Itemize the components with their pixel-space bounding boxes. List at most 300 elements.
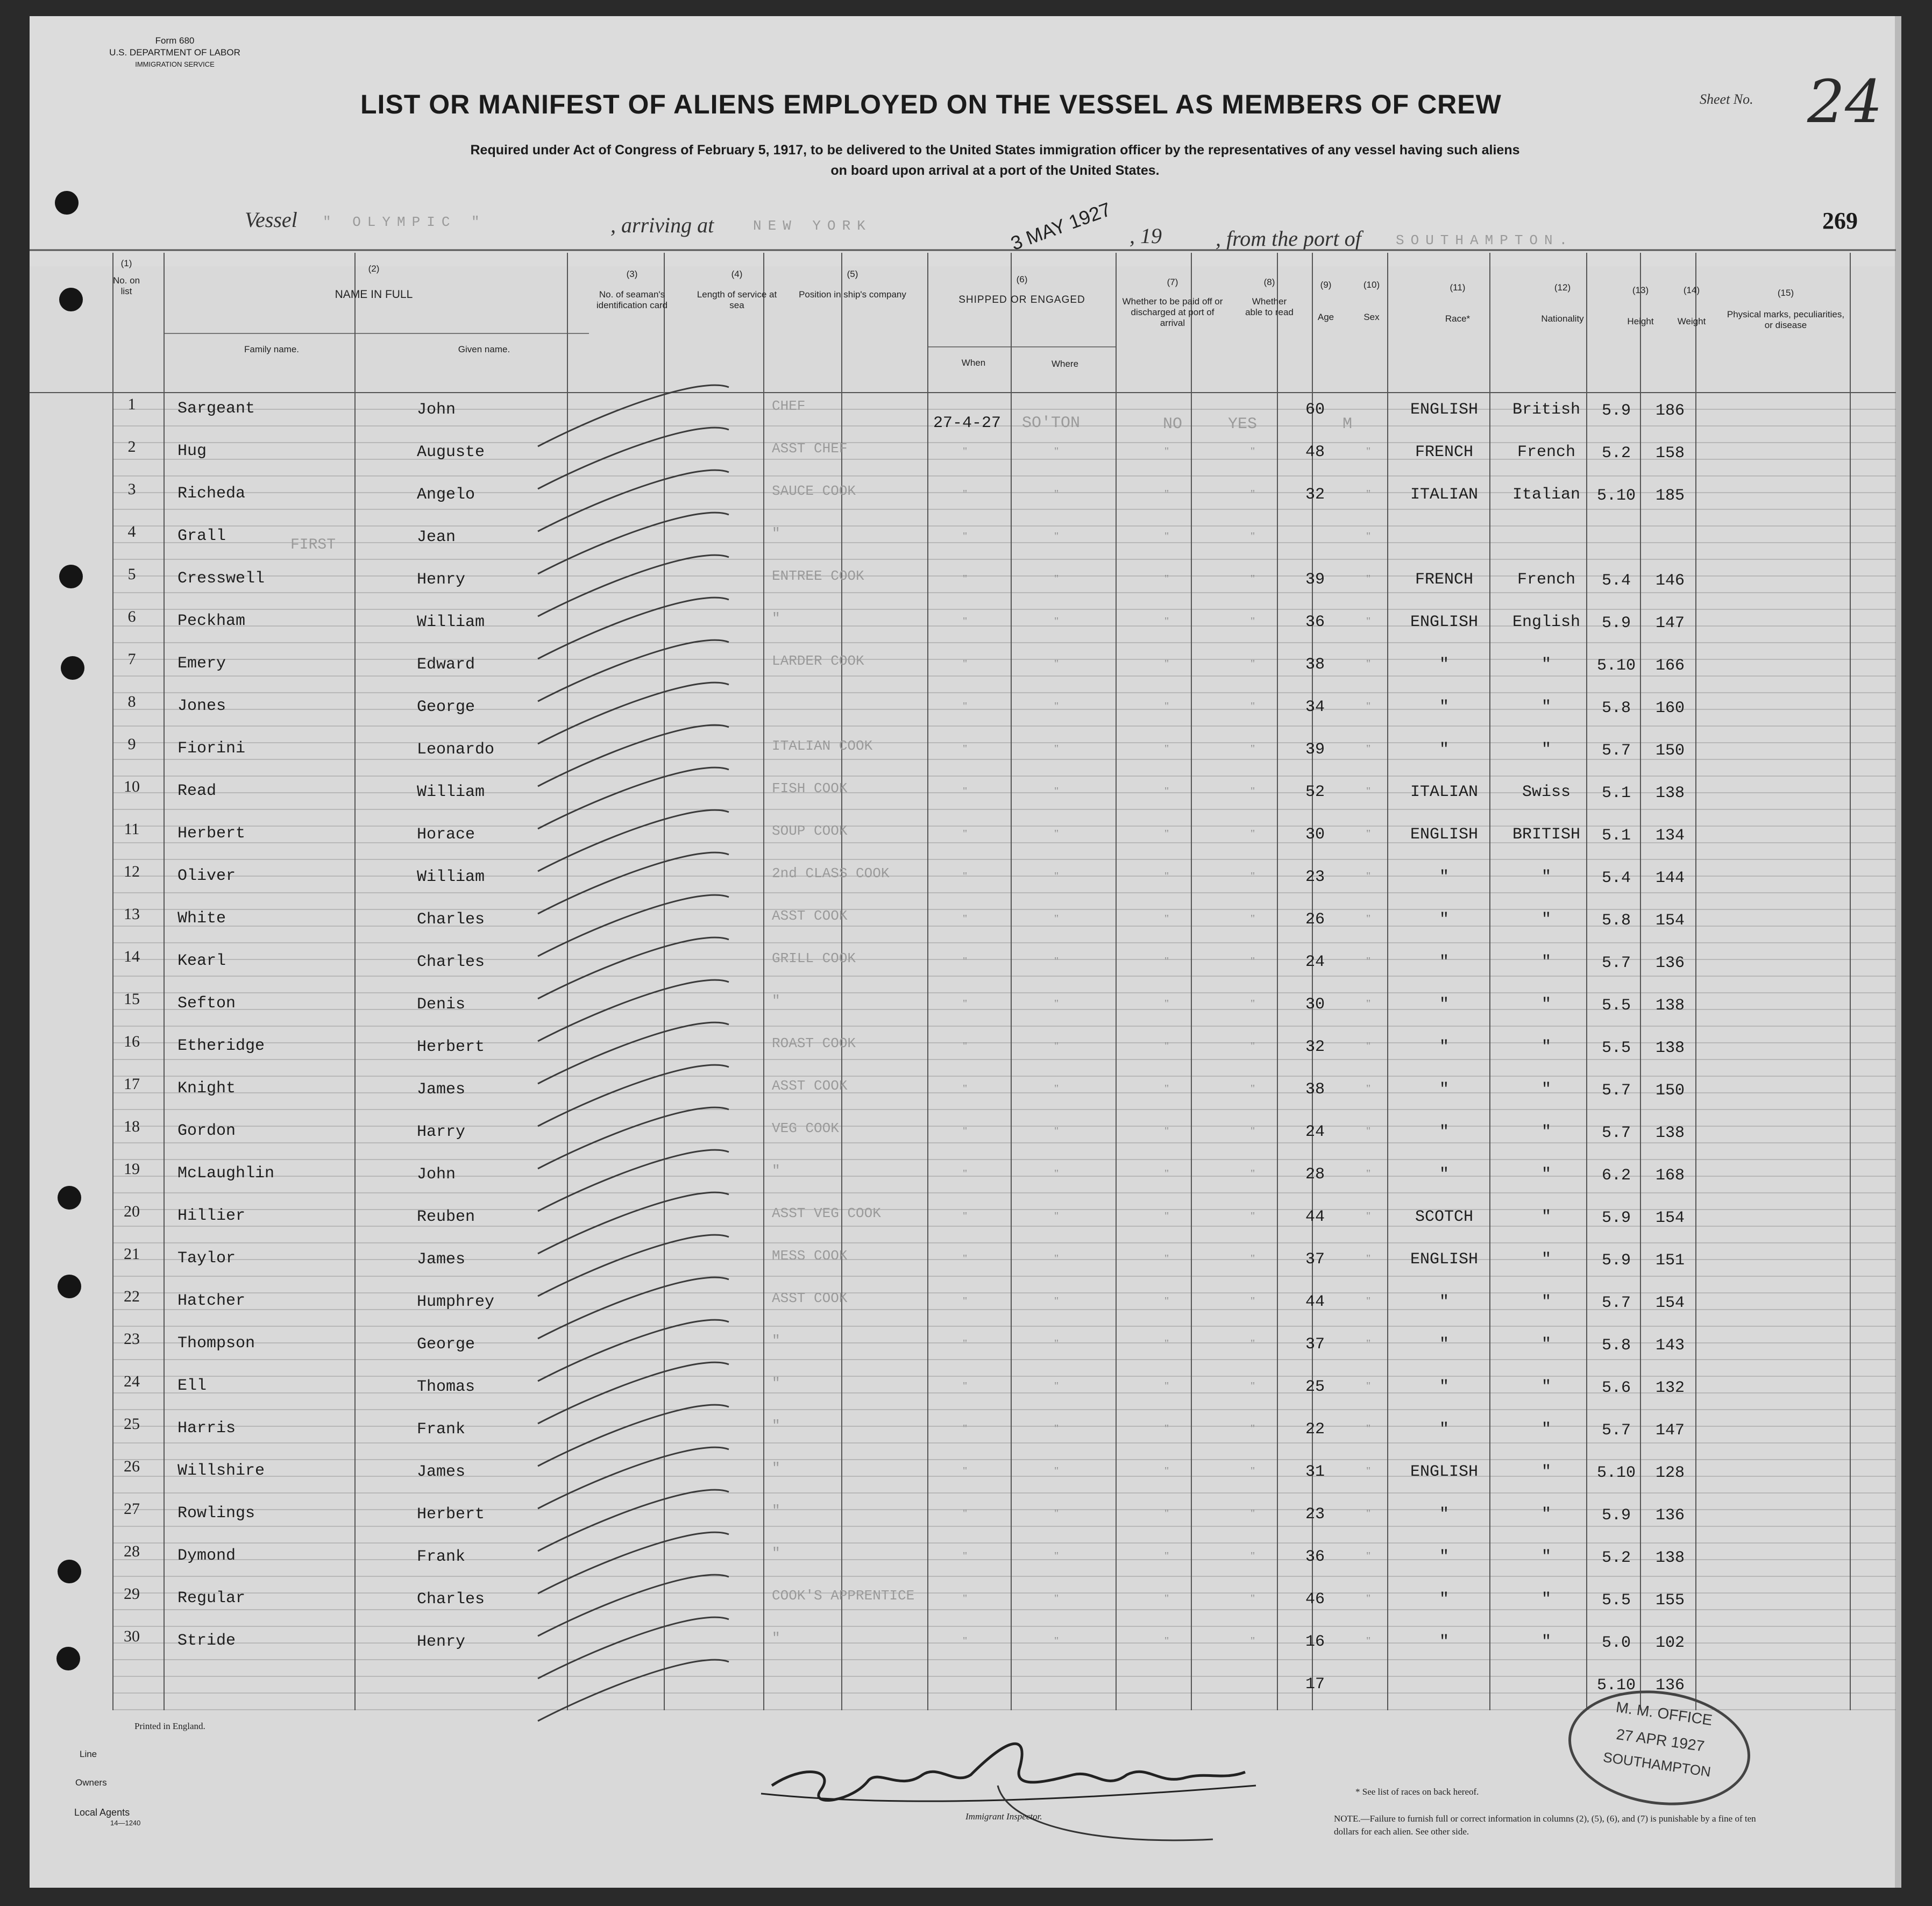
shipped-when: 27-4-27 <box>933 414 1001 432</box>
given-name: Harry <box>417 1123 466 1141</box>
nationality: Swiss <box>1522 783 1571 801</box>
col-number: (4) <box>731 269 743 279</box>
position: " <box>772 993 780 1009</box>
race: " <box>1439 953 1449 971</box>
ditto-sex: " <box>1366 1592 1371 1604</box>
ditto-read: " <box>1251 743 1255 755</box>
ditto-sex: " <box>1366 1465 1371 1477</box>
family-name: Regular <box>177 1589 246 1608</box>
ditto-sex: " <box>1366 1380 1371 1392</box>
ditto-sex: " <box>1366 1125 1371 1137</box>
ditto-read: " <box>1251 955 1255 967</box>
row-number: 3 <box>127 480 136 498</box>
given-name: Thomas <box>417 1378 475 1396</box>
family-name: Stride <box>177 1632 236 1650</box>
weight: 166 <box>1655 657 1685 675</box>
weight: 154 <box>1655 1294 1685 1312</box>
ditto-when: " <box>963 658 968 670</box>
ditto-when: " <box>963 1380 968 1392</box>
ditto-read: " <box>1251 1592 1255 1604</box>
ditto-sex: " <box>1366 700 1371 712</box>
ditto-paid: " <box>1164 1210 1169 1222</box>
row-number: 4 <box>127 523 136 540</box>
nationality: " <box>1541 1165 1551 1184</box>
col-number: (12) <box>1554 282 1571 293</box>
able-to-read: YES <box>1227 415 1257 433</box>
ditto-paid: " <box>1164 785 1169 797</box>
tick-mark <box>538 810 729 871</box>
position: " <box>772 1503 780 1519</box>
position: " <box>772 1163 780 1179</box>
where-header: Where <box>1051 359 1079 369</box>
family-name: Grall <box>177 527 226 545</box>
ditto-read: " <box>1251 573 1255 585</box>
ditto-when: " <box>963 870 968 882</box>
ditto-sex: " <box>1366 573 1371 585</box>
position: SOUP COOK <box>772 823 848 839</box>
ditto-paid: " <box>1164 828 1169 840</box>
given-name: Humphrey <box>417 1293 495 1311</box>
age: 38 <box>1305 1080 1325 1099</box>
position: " <box>772 610 780 627</box>
race: " <box>1439 1165 1449 1184</box>
col-label: Position in ship's company <box>799 289 906 300</box>
col-label: Length of service at sea <box>697 289 777 310</box>
row-number: 22 <box>124 1288 140 1305</box>
race: FRENCH <box>1415 571 1474 589</box>
family-name: Hug <box>177 442 207 460</box>
row-number: 9 <box>127 735 136 753</box>
row-number: 2 <box>127 438 136 456</box>
ditto-sex: " <box>1366 1253 1371 1264</box>
col-label: Race* <box>1445 314 1471 324</box>
col-14-header <box>1667 285 1716 327</box>
height: 5.9 <box>1601 1209 1631 1227</box>
family-name: Peckham <box>177 612 246 630</box>
agents-label: Local Agents <box>74 1807 130 1818</box>
position: " <box>772 1375 780 1391</box>
family-name: Hillier <box>177 1207 246 1225</box>
race: " <box>1439 698 1449 716</box>
weight: 138 <box>1655 1549 1685 1567</box>
given-name: James <box>417 1463 466 1481</box>
col-10-header <box>1353 280 1390 323</box>
age: 32 <box>1305 486 1325 504</box>
height: 5.9 <box>1601 1506 1631 1525</box>
extra-weight: 136 <box>1655 1676 1685 1695</box>
position: " <box>772 1333 780 1349</box>
ditto-when: " <box>963 1168 968 1179</box>
race: " <box>1439 1038 1449 1056</box>
age: 39 <box>1305 741 1325 759</box>
ditto-paid: " <box>1164 445 1169 457</box>
tick-mark <box>538 385 729 446</box>
ditto-where: " <box>1054 1210 1059 1222</box>
ditto-paid: " <box>1164 1295 1169 1307</box>
given-name: Leonardo <box>417 741 495 759</box>
col-5-header <box>783 269 922 300</box>
race: " <box>1439 911 1449 929</box>
given-name-header: Given name. <box>458 344 510 354</box>
tick-mark <box>538 895 729 956</box>
ditto-where: " <box>1054 445 1059 457</box>
ditto-where: " <box>1054 530 1059 542</box>
weight: 154 <box>1655 1209 1685 1227</box>
given-name: Reuben <box>417 1208 475 1226</box>
col-12-header <box>1517 282 1608 324</box>
ditto-read: " <box>1251 1423 1255 1434</box>
given-name: Henry <box>417 571 466 589</box>
ditto-paid: " <box>1164 1423 1169 1434</box>
ditto-when: " <box>963 1253 968 1264</box>
ditto-where: " <box>1054 1125 1059 1137</box>
age: 44 <box>1305 1293 1325 1311</box>
family-name: Sefton <box>177 994 236 1013</box>
tick-mark <box>538 1660 729 1721</box>
race: " <box>1439 1590 1449 1609</box>
ditto-sex: " <box>1366 1210 1371 1222</box>
ditto-where: " <box>1054 998 1059 1009</box>
ditto-read: " <box>1251 998 1255 1009</box>
race: " <box>1439 868 1449 886</box>
tick-mark <box>538 682 729 744</box>
ditto-paid: " <box>1164 743 1169 755</box>
ditto-when: " <box>963 913 968 924</box>
row-number: 14 <box>124 948 140 965</box>
ditto-when: " <box>963 1040 968 1052</box>
nationality: " <box>1541 1123 1551 1141</box>
race: " <box>1439 1420 1449 1439</box>
nationality: " <box>1541 1420 1551 1439</box>
height: 5.7 <box>1601 1082 1631 1100</box>
ditto-read: " <box>1251 1338 1255 1349</box>
ditto-read: " <box>1251 530 1255 542</box>
height: 5.10 <box>1596 487 1636 505</box>
col-label: Nationality <box>1541 314 1584 324</box>
height: 5.4 <box>1601 572 1631 590</box>
ditto-paid: " <box>1164 1338 1169 1349</box>
given-name: Charles <box>417 1590 485 1609</box>
ditto-when: " <box>963 445 968 457</box>
family-name: Willshire <box>177 1462 265 1480</box>
col-number: (15) <box>1777 288 1794 298</box>
ditto-where: " <box>1054 1635 1059 1647</box>
age: 38 <box>1305 656 1325 674</box>
col-label: Weight <box>1677 316 1706 326</box>
race: " <box>1439 995 1449 1014</box>
agents-code: 14—1240 <box>110 1819 141 1827</box>
nationality: " <box>1541 1378 1551 1396</box>
subtitle-line-2: on board upon arrival at a port of the United States. <box>830 163 1160 178</box>
race: " <box>1439 1378 1449 1396</box>
age: 26 <box>1305 911 1325 929</box>
ditto-where: " <box>1054 658 1059 670</box>
ditto-where: " <box>1054 828 1059 840</box>
height: 5.8 <box>1601 1336 1631 1355</box>
weight: 138 <box>1655 1039 1685 1057</box>
given-name: Herbert <box>417 1505 485 1524</box>
given-name: James <box>417 1250 466 1269</box>
weight: 134 <box>1655 827 1685 845</box>
race: ENGLISH <box>1410 1250 1479 1269</box>
nationality: " <box>1541 1590 1551 1609</box>
weight: 186 <box>1655 402 1685 420</box>
ditto-paid: " <box>1164 1380 1169 1392</box>
inspector-label: Immigrant Inspector. <box>965 1811 1042 1822</box>
race: " <box>1439 656 1449 674</box>
row-number: 26 <box>124 1457 140 1475</box>
age: 24 <box>1305 953 1325 971</box>
given-name: Charles <box>417 953 485 971</box>
ditto-where: " <box>1054 1338 1059 1349</box>
given-name: Angelo <box>417 486 475 504</box>
weight: 147 <box>1655 1421 1685 1440</box>
tick-mark <box>538 428 729 489</box>
height: 5.4 <box>1601 869 1631 887</box>
given-name: William <box>417 783 485 801</box>
ditto-paid: " <box>1164 1507 1169 1519</box>
col-number: (9) <box>1320 280 1332 290</box>
ditto-sex: " <box>1366 1338 1371 1349</box>
tick-mark <box>538 1320 729 1381</box>
nationality: " <box>1541 1208 1551 1226</box>
height: 5.5 <box>1601 1039 1631 1057</box>
row-number: 18 <box>124 1118 140 1135</box>
tick-mark <box>538 598 729 659</box>
ditto-read: " <box>1251 658 1255 670</box>
ditto-when: " <box>963 785 968 797</box>
race: ENGLISH <box>1410 1463 1479 1481</box>
ditto-where: " <box>1054 1083 1059 1094</box>
form-dept: U.S. DEPARTMENT OF LABOR <box>109 47 240 58</box>
ditto-where: " <box>1054 743 1059 755</box>
ditto-read: " <box>1251 615 1255 627</box>
ditto-when: " <box>963 1210 968 1222</box>
row-number: 21 <box>124 1245 140 1263</box>
ditto-read: " <box>1251 1295 1255 1307</box>
ditto-paid: " <box>1164 913 1169 924</box>
first-marker: FIRST <box>290 537 336 553</box>
col-8-header <box>1242 277 1296 318</box>
age: 24 <box>1305 1123 1325 1141</box>
ditto-where: " <box>1054 955 1059 967</box>
subtitle-line-1: Required under Act of Congress of February 5, 1917, to be delivered to the United States immigration officer by the representatives of any vessel having such aliens <box>470 143 1520 158</box>
ditto-paid: " <box>1164 998 1169 1009</box>
ditto-where: " <box>1054 1465 1059 1477</box>
col-9-header <box>1307 280 1345 323</box>
given-name: Henry <box>417 1633 466 1651</box>
ditto-when: " <box>963 530 968 542</box>
age: 16 <box>1305 1633 1325 1651</box>
nationality: French <box>1517 443 1576 461</box>
family-name: Thompson <box>177 1334 255 1353</box>
ditto-read: " <box>1251 1550 1255 1562</box>
height: 5.1 <box>1601 784 1631 802</box>
ditto-sex: " <box>1366 1040 1371 1052</box>
height: 5.2 <box>1601 444 1631 463</box>
ditto-where: " <box>1054 1423 1059 1434</box>
ditto-where: " <box>1054 1592 1059 1604</box>
ditto-paid: " <box>1164 1083 1169 1094</box>
given-name: James <box>417 1080 466 1099</box>
ditto-read: " <box>1251 1168 1255 1179</box>
ditto-where: " <box>1054 785 1059 797</box>
race: " <box>1439 1335 1449 1354</box>
weight: 146 <box>1655 572 1685 590</box>
weight: 128 <box>1655 1464 1685 1482</box>
race: " <box>1439 1123 1449 1141</box>
ditto-paid: " <box>1164 1635 1169 1647</box>
given-name: Auguste <box>417 443 485 461</box>
height: 5.9 <box>1601 614 1631 632</box>
position: ASST COOK <box>772 1290 848 1306</box>
race: SCOTCH <box>1415 1208 1474 1226</box>
line-label: Line <box>80 1749 97 1759</box>
ditto-read: " <box>1251 1507 1255 1519</box>
nationality: " <box>1541 1038 1551 1056</box>
given-name: John <box>417 1165 456 1184</box>
row-number: 11 <box>124 820 140 838</box>
race: ENGLISH <box>1410 826 1479 844</box>
nationality: " <box>1541 698 1551 716</box>
family-name: Knight <box>177 1079 236 1098</box>
ditto-read: " <box>1251 488 1255 500</box>
family-name: Cresswell <box>177 570 265 588</box>
row-number: 25 <box>124 1415 140 1433</box>
nationality: " <box>1541 1335 1551 1354</box>
col-11-header <box>1412 282 1503 324</box>
weight: 147 <box>1655 614 1685 632</box>
ditto-when: " <box>963 488 968 500</box>
nationality: " <box>1541 911 1551 929</box>
race: ITALIAN <box>1410 486 1479 504</box>
ditto-sex: " <box>1366 1423 1371 1434</box>
height: 5.7 <box>1601 1294 1631 1312</box>
col-6-header <box>931 274 1113 305</box>
vessel-name: " OLYMPIC " <box>323 214 486 230</box>
ditto-where: " <box>1054 870 1059 882</box>
weight: 143 <box>1655 1336 1685 1355</box>
position: LARDER COOK <box>772 653 864 669</box>
tick-mark <box>538 767 729 829</box>
height: 5.8 <box>1601 699 1631 717</box>
row-number: 1 <box>127 395 136 413</box>
weight: 138 <box>1655 1124 1685 1142</box>
col-number: (13) <box>1632 285 1649 295</box>
height: 5.9 <box>1601 1251 1631 1270</box>
form-service: IMMIGRATION SERVICE <box>135 60 215 68</box>
age: 32 <box>1305 1038 1325 1056</box>
row-number: 23 <box>124 1330 140 1348</box>
ditto-paid: " <box>1164 573 1169 585</box>
ditto-where: " <box>1054 488 1059 500</box>
race: " <box>1439 1080 1449 1099</box>
col-13-header <box>1619 285 1662 327</box>
col-number: (1) <box>120 258 132 268</box>
nationality: " <box>1541 953 1551 971</box>
age: 30 <box>1305 995 1325 1014</box>
row-number: 27 <box>124 1500 140 1518</box>
age: 60 <box>1305 401 1325 419</box>
col-label: Height <box>1627 316 1654 326</box>
ditto-read: " <box>1251 1210 1255 1222</box>
ditto-when: " <box>963 573 968 585</box>
family-name-header: Family name. <box>244 344 300 354</box>
col-label: SHIPPED OR ENGAGED <box>958 294 1085 305</box>
tick-mark <box>538 937 729 999</box>
nationality: " <box>1541 1463 1551 1481</box>
given-name: William <box>417 868 485 886</box>
weight: 136 <box>1655 1506 1685 1525</box>
ditto-paid: " <box>1164 870 1169 882</box>
ditto-when: " <box>963 615 968 627</box>
ditto-paid: " <box>1164 1465 1169 1477</box>
ditto-where: " <box>1054 615 1059 627</box>
position: SAUCE COOK <box>772 483 856 499</box>
height: 5.7 <box>1601 954 1631 972</box>
col-number: (11) <box>1450 282 1466 293</box>
position: ITALIAN COOK <box>772 738 873 754</box>
family-name: Jones <box>177 697 226 715</box>
row-number: 17 <box>124 1075 140 1093</box>
col-number: (7) <box>1167 277 1178 287</box>
manifest-sheet <box>30 16 1901 1888</box>
nationality: " <box>1541 1633 1551 1651</box>
form-number: Form 680 <box>155 35 195 46</box>
family-name: Dymond <box>177 1547 236 1565</box>
race: " <box>1439 1633 1449 1651</box>
nationality: " <box>1541 656 1551 674</box>
position: " <box>772 525 780 542</box>
ditto-sex: " <box>1366 1295 1371 1307</box>
row-number: 19 <box>124 1160 140 1178</box>
col-number: (8) <box>1263 277 1275 287</box>
weight: 138 <box>1655 997 1685 1015</box>
race: " <box>1439 741 1449 759</box>
position: " <box>772 1418 780 1434</box>
ditto-where: " <box>1054 913 1059 924</box>
ditto-paid: " <box>1164 700 1169 712</box>
nationality: British <box>1512 401 1581 419</box>
race: " <box>1439 1505 1449 1524</box>
given-name: Frank <box>417 1548 466 1566</box>
weight: 155 <box>1655 1591 1685 1610</box>
ditto-where: " <box>1054 1040 1059 1052</box>
ditto-when: " <box>963 1295 968 1307</box>
tick-mark <box>538 555 729 616</box>
nationality: French <box>1517 571 1576 589</box>
ditto-read: " <box>1251 1380 1255 1392</box>
col-label: Physical marks, peculiarities, or disease <box>1727 309 1845 330</box>
arriving-label: , arriving at <box>610 213 714 237</box>
tick-mark <box>538 470 729 531</box>
position: MESS COOK <box>772 1248 848 1264</box>
height: 5.10 <box>1596 1464 1636 1482</box>
ditto-read: " <box>1251 1635 1255 1647</box>
ditto-where: " <box>1054 1253 1059 1264</box>
ditto-where: " <box>1054 1168 1059 1179</box>
page-title: LIST OR MANIFEST OF ALIENS EMPLOYED ON THE VESSEL AS MEMBERS OF CREW <box>360 89 1502 119</box>
extra-age: 17 <box>1305 1675 1325 1694</box>
nationality: " <box>1541 1080 1551 1099</box>
ditto-paid: " <box>1164 1550 1169 1562</box>
family-name: Oliver <box>177 867 236 885</box>
ditto-when: " <box>963 998 968 1009</box>
ditto-read: " <box>1251 828 1255 840</box>
age: 46 <box>1305 1590 1325 1609</box>
family-name: Fiorini <box>177 739 246 758</box>
nationality: " <box>1541 1505 1551 1524</box>
